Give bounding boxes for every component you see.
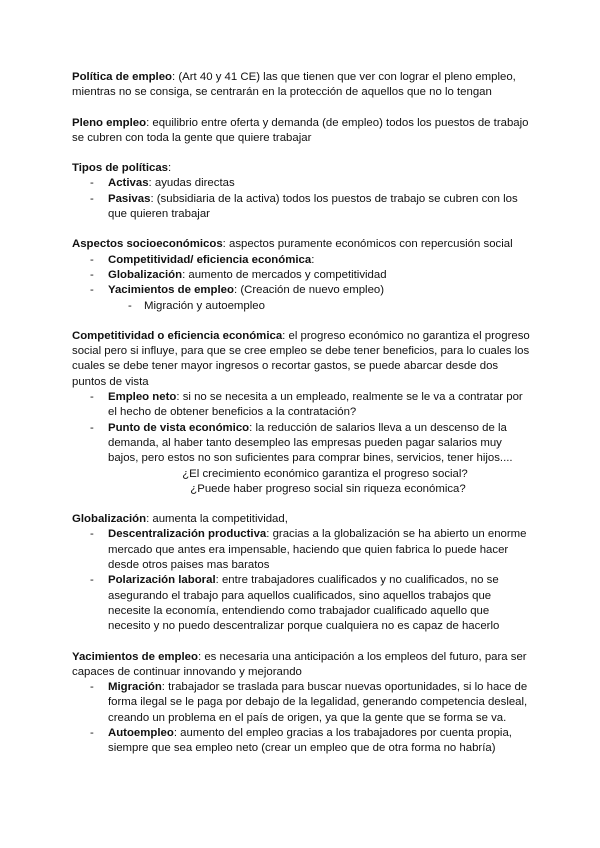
- text-descentralizacion: : gracias a la globalización se ha abierto un enorme mercado que antes era impensable, haciendo que quien fabrica lo puede hacer desde otros paises mas baratos: [108, 528, 527, 572]
- text-pleno-empleo: : equilibrio entre oferta y demanda (de empleo) todos los puestos de trabajo se cubren con toda la gente que quiere trabajar: [72, 116, 529, 144]
- text-empleo-neto: : si no se necesita a un empleado, realmente se le va a contratar por el hecho de obtener beneficios a la contratación?: [108, 391, 523, 419]
- text-globalizacion: : aumento de mercados y competitividad: [182, 268, 387, 281]
- list-item: [72, 527, 532, 573]
- heading-aspectos-socioeconomicos: [72, 237, 532, 252]
- list-globalizacion: [72, 527, 532, 634]
- paragraph-globalizacion: [72, 512, 532, 527]
- list-yacimientos: [72, 680, 532, 756]
- list-item: [72, 390, 532, 421]
- term-autoempleo: Autoempleo: [108, 726, 174, 739]
- term-competitividad-eficiencia: Competitividad o eficiencia económica: [72, 329, 283, 342]
- term-activas: Activas: [108, 177, 149, 190]
- list-item: [72, 253, 532, 268]
- term-descentralizacion: Descentralización productiva: [108, 528, 267, 541]
- document-page: [72, 70, 532, 757]
- list-item: [72, 268, 532, 283]
- text-yacimientos: : (Creación de nuevo empleo): [233, 284, 385, 297]
- term-pleno-empleo: Pleno empleo: [72, 116, 147, 129]
- text-globalizacion-heading: : aumenta la competitividad,: [146, 513, 288, 526]
- list-item: [72, 726, 532, 757]
- heading-tipos-politicas: [72, 161, 532, 176]
- text-competitividad: :: [311, 253, 315, 266]
- text-autoempleo: : aumento del empleo gracias a los trabajadores por cuenta propia, siempre que sea empleo neto (crear un empleo que de otra forma no habría): [108, 726, 512, 755]
- text-tipos-politicas: :: [168, 162, 172, 175]
- term-tipos-politicas: Tipos de políticas: [72, 162, 168, 175]
- text-competitividad-eficiencia: : el progreso económico no garantiza el progreso social pero si influye, para que se cree empleo se debe tener beneficios, para lo cuales los cuales se debe tener mayor ingresos o recortar gastos, se puede abarcar desde dos puntos de vista: [72, 329, 530, 388]
- term-yacimientos: Yacimientos de empleo: [108, 284, 234, 297]
- term-aspectos: Aspectos socioeconómicos: [72, 238, 223, 251]
- term-yacimientos-heading: Yacimientos de empleo: [72, 650, 198, 663]
- term-migracion: Migración: [108, 681, 162, 694]
- text-pasivas: : (subsidiaria de la activa) todos los puestos de trabajo se cubren con los que quieren trabajar: [108, 192, 518, 221]
- term-globalizacion-heading: Globalización: [72, 513, 147, 526]
- list-item: [72, 176, 532, 191]
- question-1: ¿El crecimiento económico garantiza el progreso social?: [182, 467, 468, 480]
- list-tipos-politicas: [72, 176, 532, 222]
- term-globalizacion: Globalización: [108, 268, 183, 281]
- list-item: [72, 283, 532, 298]
- term-polarizacion: Polarización laboral: [108, 574, 216, 587]
- list-competitividad: [72, 390, 532, 466]
- list-item: [72, 680, 532, 726]
- text-punto-vista: : la reducción de salarios lleva a un descenso de la demanda, al haber tanto desempleo las empresas pueden pagar salarios muy bajos, pero estos no son suficientes para comprar bines, servicios, tener hijos....: [108, 421, 513, 465]
- text-aspectos: : aspectos puramente económicos con repercusión social: [222, 238, 513, 251]
- text-yacimientos-heading: : es necesaria una anticipación a los empleos del futuro, para ser capaces de continuar innovando y mejorando: [72, 650, 527, 678]
- paragraph-pleno-empleo: [72, 116, 532, 147]
- text-activas: : ayudas directas: [148, 177, 235, 190]
- text-migracion: : trabajador se traslada para buscar nuevas oportunidades, si lo hace de forma ilegal se le paga por debajo de la legalidad, generando competencia desleal, creando un problema en el país de origen, ya que la gente que se forma se va.: [108, 681, 528, 724]
- paragraph-politica-empleo: [72, 70, 532, 101]
- term-empleo-neto: Empleo neto: [108, 391, 177, 404]
- term-competitividad: Competitividad/ eficiencia económica: [108, 253, 312, 266]
- list-item: [72, 421, 532, 467]
- text-politica-empleo: : (Art 40 y 41 CE) las que tienen que ver con lograr el pleno empleo, mientras no se consiga, se centrarán en la protección de aquellos que no lo tengan: [72, 71, 516, 99]
- question-2: ¿Puede haber progreso social sin riqueza económica?: [190, 482, 466, 495]
- term-punto-vista: Punto de vista económico: [108, 421, 250, 434]
- text-polarizacion: : entre trabajadores cualificados y no cualificados, no se asegurando el trabajo para aquellos cualificados, sino aquellos trabajos que necesite la economía, entendiendo como trabajador cualificado aquello que necesito y no puedo descentralizar porque cualquiera no es capaz de hacerlo: [108, 574, 500, 633]
- term-pasivas: Pasivas: [108, 192, 151, 205]
- paragraph-yacimientos: [72, 650, 532, 681]
- list-item: [72, 573, 532, 634]
- paragraph-competitividad: [72, 329, 532, 390]
- sublist-aspectos: [72, 299, 532, 314]
- sub-list-item: - Migración y autoempleo: [72, 299, 532, 314]
- list-aspectos: [72, 253, 532, 299]
- term-politica-empleo: Política de empleo: [72, 71, 173, 83]
- list-item: [72, 192, 532, 223]
